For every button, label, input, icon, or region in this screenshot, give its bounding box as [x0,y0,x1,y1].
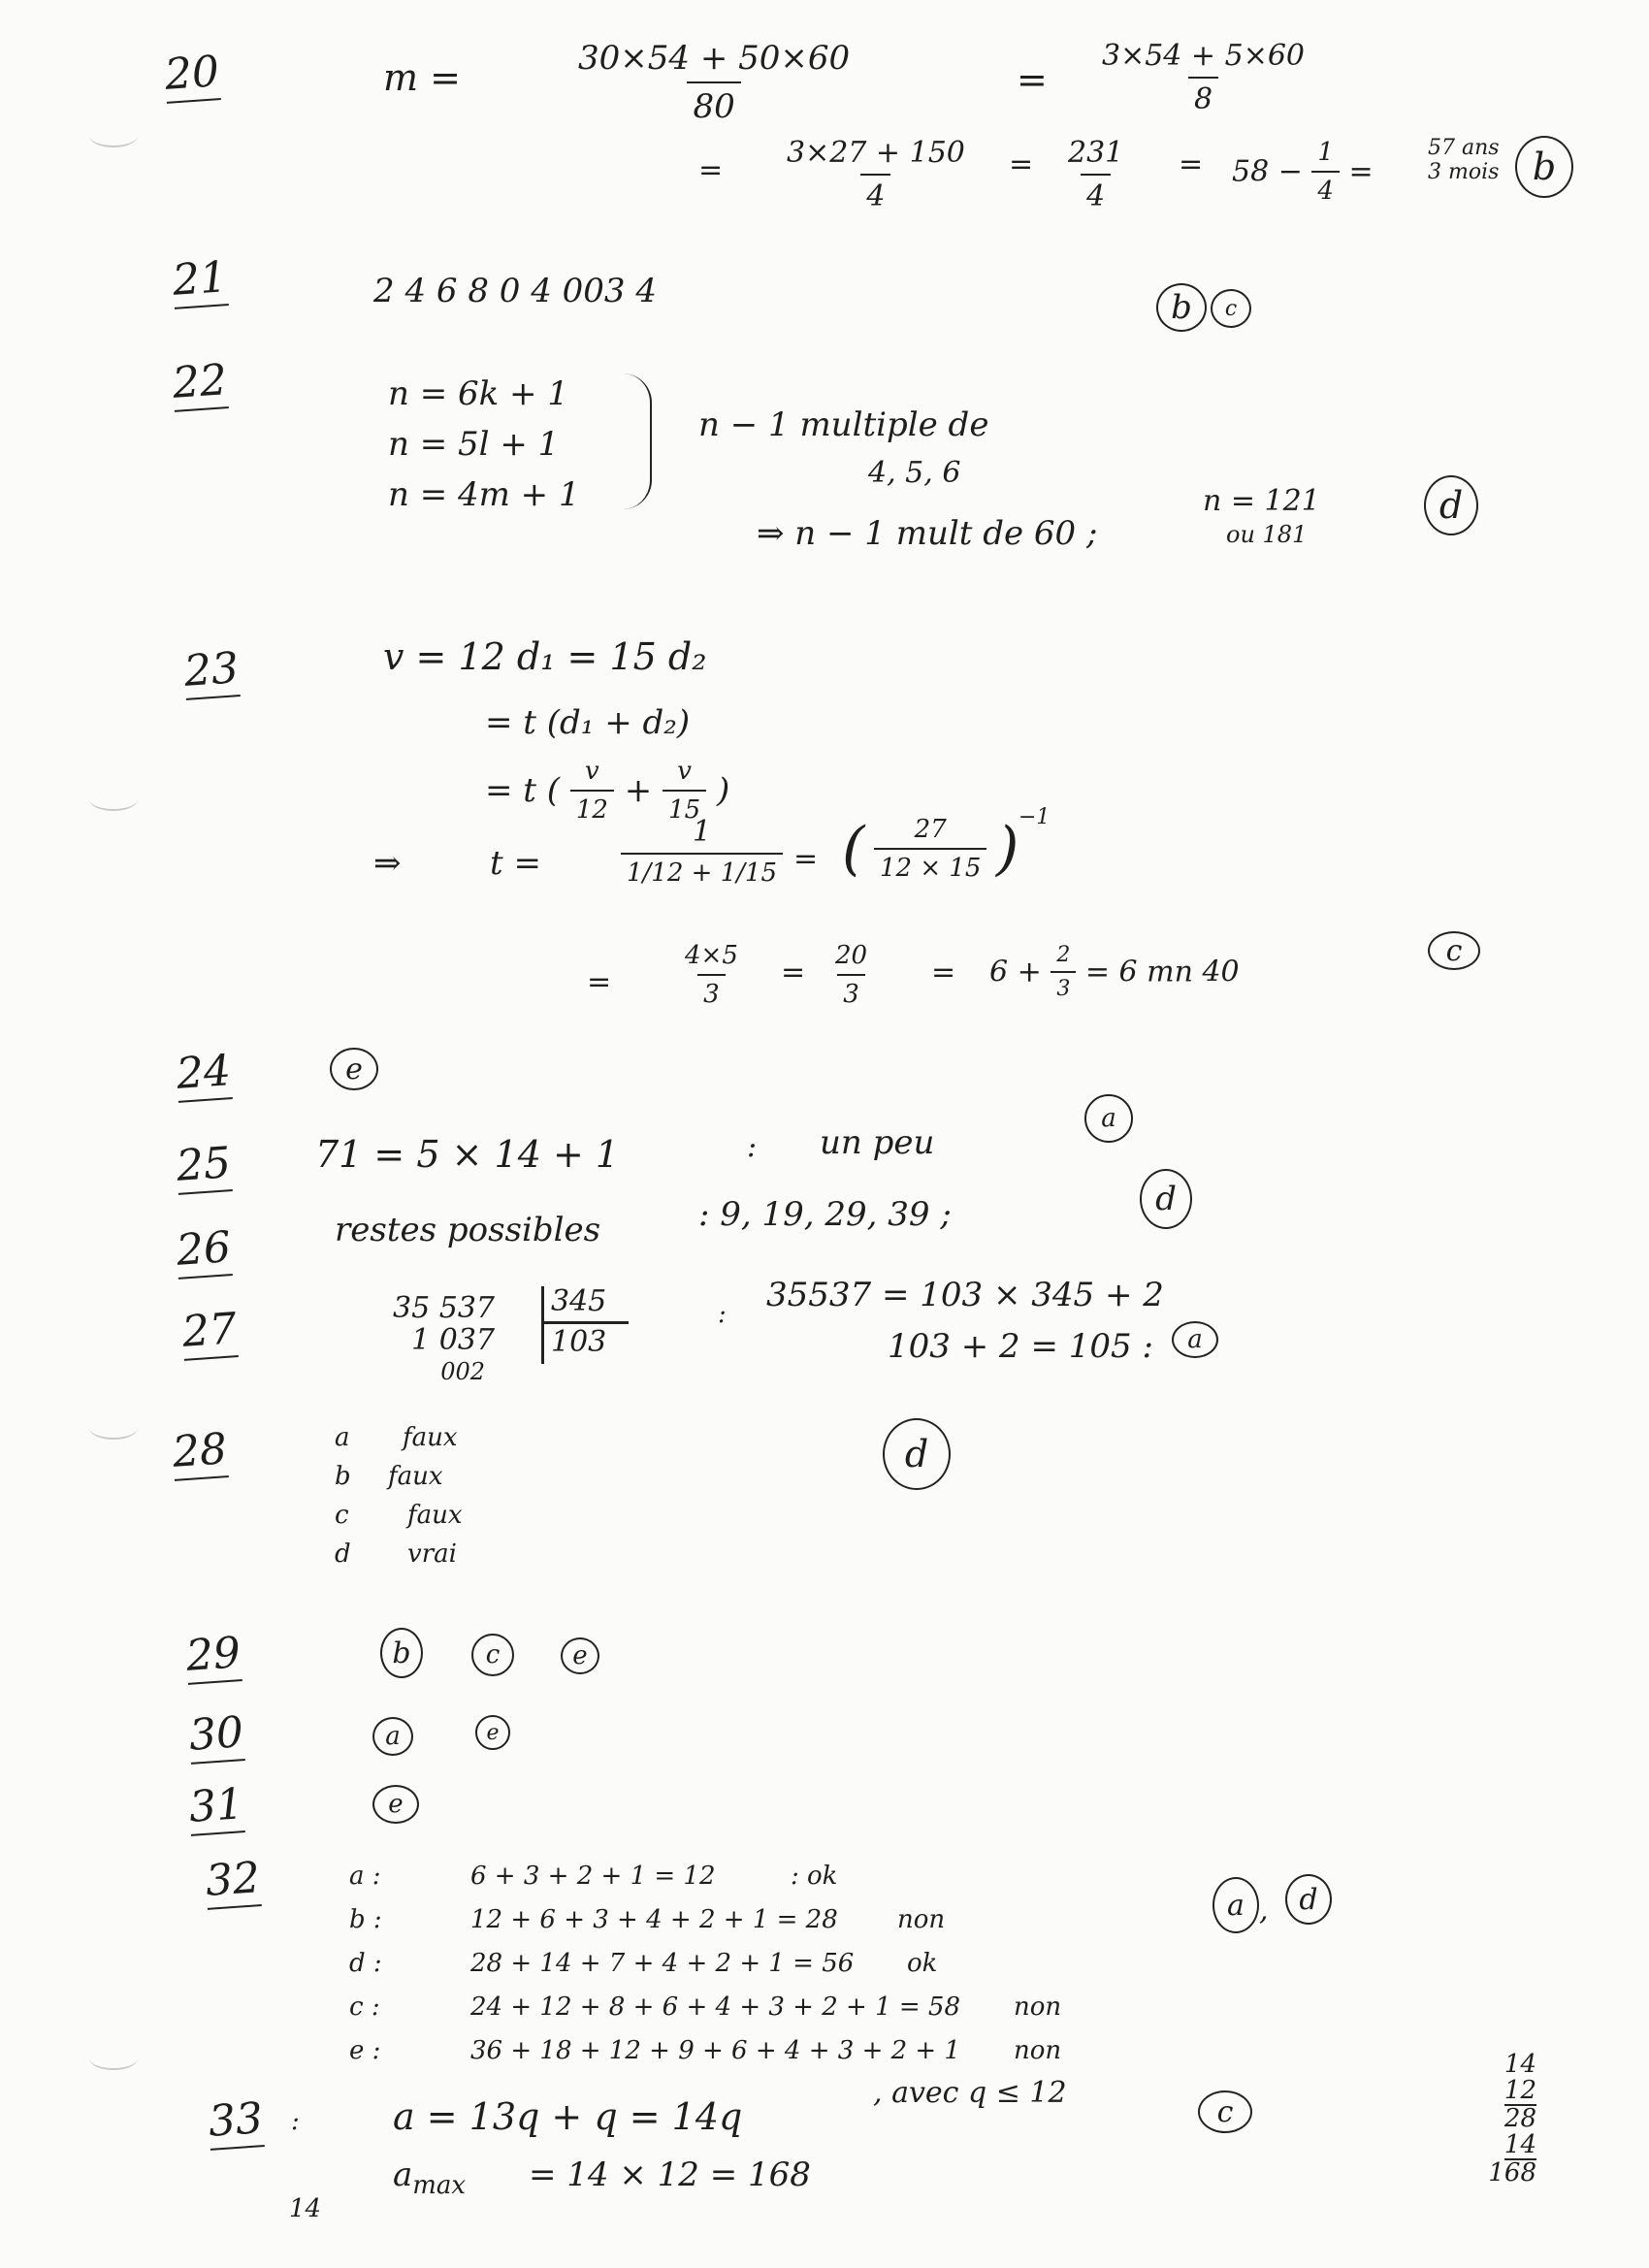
q27-quotient: 103 [551,1325,607,1359]
q23-line-3: = t ( $\frac{v}{12}$ + $\frac{v}{15}$ ) [485,757,730,825]
question-number-21: 21 [173,254,227,308]
question-number-33: 33 [209,2095,263,2149]
equals-sign: = [931,956,956,989]
q28-item-d: d vrai [335,1539,457,1569]
punch-hole [89,1416,138,1440]
question-number-29: 29 [186,1630,241,1683]
answer-circle-q24: e [330,1048,378,1090]
question-number-20: 20 [165,49,219,102]
q25-note: un peu [820,1123,935,1162]
q22-implies: ⇒ n − 1 mult de 60 ; [757,514,1098,553]
q33-line-1: a = 13q + q = 14q [393,2095,743,2138]
question-number-27: 27 [182,1306,237,1359]
answer-circle-q32-2: d [1285,1874,1332,1925]
answer-circle-q21-2: c [1211,289,1251,328]
q23-fraction-20: $\frac{20}{3}$ [835,941,868,1009]
q20-fraction-4: $\frac{231}{4}$ [1068,136,1124,213]
q23-six-plus: 6 + $\frac{2}{3}$ = 6 mn 40 [989,943,1240,1001]
question-number-32: 32 [206,1855,260,1908]
q32-rows [349,1855,1061,2073]
question-number-30: 30 [189,1709,243,1763]
q33-condition: , avec q ≤ 12 [873,2076,1067,2110]
answer-circle-q21-1: b [1156,283,1207,332]
equals-sign: = [587,965,612,999]
answer-circle-q26: d [1140,1169,1192,1229]
q33-side-calc: 14 12 28 14 168 [1488,2050,1536,2187]
q23-line-2: = t (d₁ + d₂) [485,703,691,742]
question-number-22: 22 [173,357,227,410]
q20-fraction-2: $\frac{3\times 54 + 5\times 60}{8}$ [1102,39,1306,116]
q20-expr: 58 − $\frac{1}{4}$ = [1232,138,1374,206]
q23-fraction-v15: $\frac{v}{15}$ [663,757,706,825]
q22-result: n = 121 ou 181 [1203,484,1320,548]
q22-note-1: n − 1 multiple de [698,405,989,444]
equals-sign: = [698,153,724,187]
answer-circle-q33: c [1198,2090,1252,2133]
q22-brace [621,373,652,509]
q27-line-2: 103 + 2 = 105 : [888,1327,1153,1366]
question-number-28: 28 [173,1426,227,1479]
answer-circle-q23: c [1428,931,1480,970]
q26-values: : 9, 19, 29, 39 ; [698,1195,952,1234]
q33-colon: : [291,2107,300,2136]
answer-circle-q28: d [883,1418,951,1490]
q32-row-a: a : 6 + 3 + 2 + 1 = 12 : ok [349,1862,838,1891]
question-number-24: 24 [177,1048,231,1101]
q32-row-e: e : 36 + 18 + 12 + 9 + 6 + 4 + 3 + 2 + 1 non [349,2036,1062,2065]
answer-circle-q29-1: b [380,1628,423,1678]
q33-amax: $a_{max}$ [393,2155,467,2200]
equals-sign: = [793,842,819,876]
question-number-26: 26 [177,1224,231,1278]
q32-row-b: b : 12 + 6 + 3 + 4 + 2 + 1 = 28 non [349,1905,946,1934]
answer-circle-q30-1: a [372,1717,413,1756]
q23-fraction-2-3: $\frac{2}{3}$ [1051,943,1076,1001]
punch-hole [89,788,138,811]
answer-circle-q29-2: c [471,1634,514,1676]
equals-sign: = [1179,147,1204,181]
q32-comma: , [1259,1894,1269,1928]
q28-list [335,1418,463,1573]
q23-line-1: v = 12 d₁ = 15 d₂ [383,635,707,678]
q32-row-d: d : 28 + 14 + 7 + 4 + 2 + 1 = 56 ok [349,1949,938,1978]
q20-fraction-5: $\frac{1}{4}$ [1311,138,1340,206]
q20-result: 57 ans 3 mois [1428,136,1500,184]
question-number-23: 23 [184,645,239,698]
q32-row-c: c : 24 + 12 + 8 + 6 + 4 + 3 + 2 + 1 = 58 non [349,1993,1062,2022]
answer-circle-q20: b [1515,136,1573,198]
q23-arrow: ⇒ [373,844,402,883]
answer-circle-q32-1: a [1212,1877,1259,1933]
equals-sign: = [1017,58,1048,101]
answer-circle-q30-2: e [475,1715,510,1750]
q27-sep: : [718,1300,727,1329]
answer-circle-q27: a [1172,1321,1218,1358]
q28-item-a: a faux [335,1423,458,1452]
q27-line-1: 35537 = 103 × 345 + 2 [766,1276,1164,1314]
q23-fraction-4x5: $\frac{4\times 5}{3}$ [685,941,738,1009]
q25-text: 71 = 5 × 14 + 1 [315,1133,620,1176]
q22-note-2: 4, 5, 6 [868,456,961,490]
q23-exponent: −1 [1018,805,1051,829]
q25-sep: : [747,1130,758,1164]
q23-fraction-v12: $\frac{v}{12}$ [570,757,614,825]
q33-corner-note: 14 [289,2194,322,2223]
question-number-31: 31 [189,1781,243,1834]
q28-item-c: c faux [335,1501,463,1530]
q23-fraction-big: $\frac{1}{1/12 + 1/15}$ [621,815,783,888]
answer-circle-q29-3: e [561,1637,599,1674]
punch-hole [89,124,138,147]
q20-fraction-1: $\frac{30\times 54 + 50\times 60}{80}$ [578,39,851,126]
question-number-25: 25 [177,1140,231,1193]
q23-t: t = [490,844,541,883]
equals-sign: = [1009,147,1034,181]
q20-fraction-3: $\frac{3\times 27 + 150}{4}$ [787,136,965,213]
equals-sign: = [781,956,806,989]
q22-system: n = 6k + 1 n = 5l + 1 n = 4m + 1 [388,374,580,514]
q33-line-2: = 14 × 12 = 168 [529,2155,811,2194]
answer-circle-q31: e [372,1785,419,1824]
q26-text: restes possibles [335,1211,601,1249]
q20-m: m = [383,56,461,99]
q23-fraction-27: ( $\frac{27}{12 \times 15}$ ) [842,815,1019,883]
q27-division-work: 35 537 1 037 002 [393,1291,495,1385]
q27-divisor: 345 [551,1284,607,1318]
punch-hole [89,2047,138,2070]
division-bar-horizontal [541,1321,629,1324]
answer-circle-q22: d [1424,475,1478,535]
answer-circle-q25: a [1084,1094,1133,1143]
q28-item-b: b faux [335,1462,443,1491]
division-bar-vertical [541,1286,544,1364]
q21-digits: 2 4 6 8 0 4 003 4 [373,272,657,310]
